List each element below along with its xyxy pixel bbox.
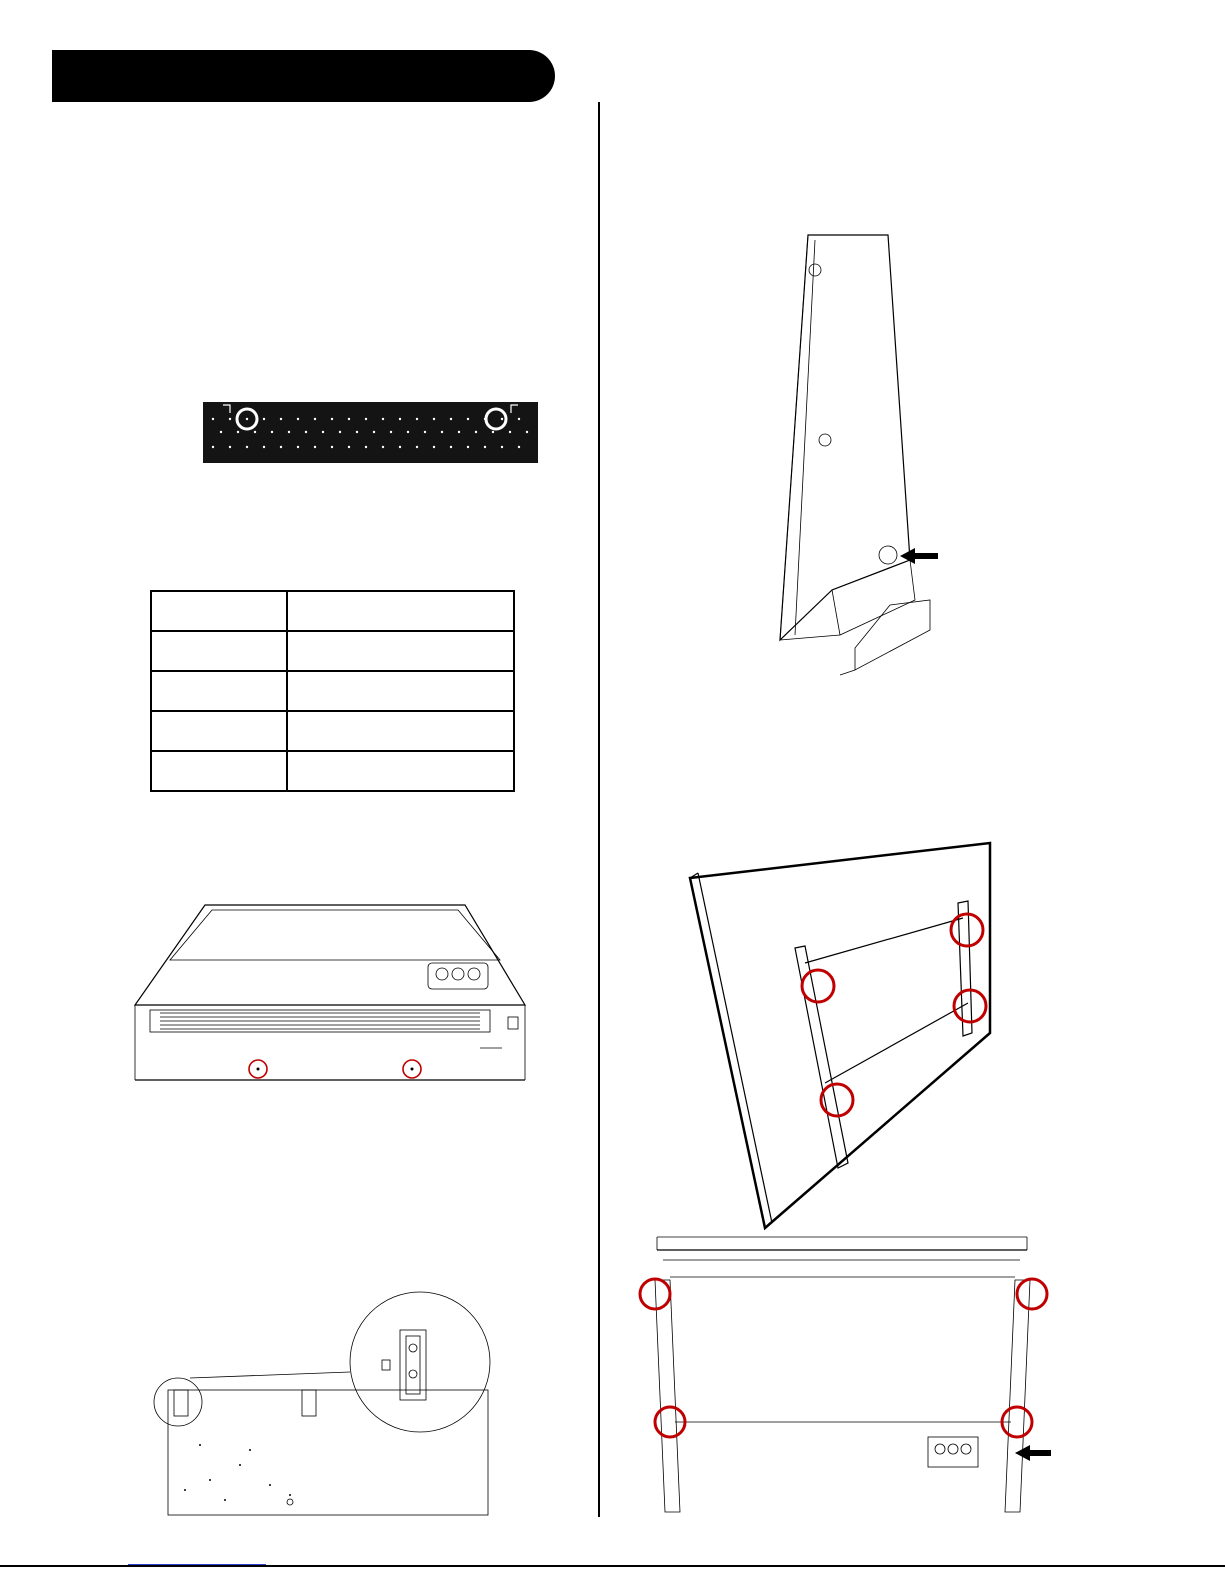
highlight-circle	[1017, 1279, 1047, 1309]
grille-dots	[203, 402, 538, 463]
spec-table	[150, 590, 515, 792]
highlight-circle	[802, 970, 834, 1002]
table-row	[151, 711, 514, 751]
column-divider	[598, 102, 600, 1517]
insert-installed-frame-illustration	[635, 1232, 1055, 1522]
insert-side-view-illustration	[770, 230, 970, 690]
wall-panel-rails-illustration	[680, 838, 1000, 1233]
table-cell	[287, 751, 514, 791]
table-cell	[287, 631, 514, 671]
highlight-circle	[954, 990, 986, 1022]
table-row	[151, 751, 514, 791]
section-header-banner	[52, 50, 555, 102]
table-cell	[287, 591, 514, 631]
highlight-circle	[951, 914, 983, 946]
table-row	[151, 591, 514, 631]
arrow-left-icon	[1015, 1445, 1051, 1461]
insert-front-view-illustration	[130, 900, 550, 1090]
table-row	[151, 671, 514, 711]
vent-grille-illustration	[203, 402, 538, 463]
footer-link[interactable]	[128, 1554, 266, 1565]
table-cell	[151, 671, 287, 711]
highlight-circle	[821, 1084, 853, 1116]
table-cell	[287, 711, 514, 751]
table-cell	[151, 711, 287, 751]
table-cell	[151, 751, 287, 791]
table-cell	[151, 631, 287, 671]
table-cell	[287, 671, 514, 711]
table-row	[151, 631, 514, 671]
table-cell	[151, 591, 287, 631]
back-panel-bracket-illustration	[150, 1290, 500, 1520]
footer-rule	[0, 1565, 1225, 1567]
